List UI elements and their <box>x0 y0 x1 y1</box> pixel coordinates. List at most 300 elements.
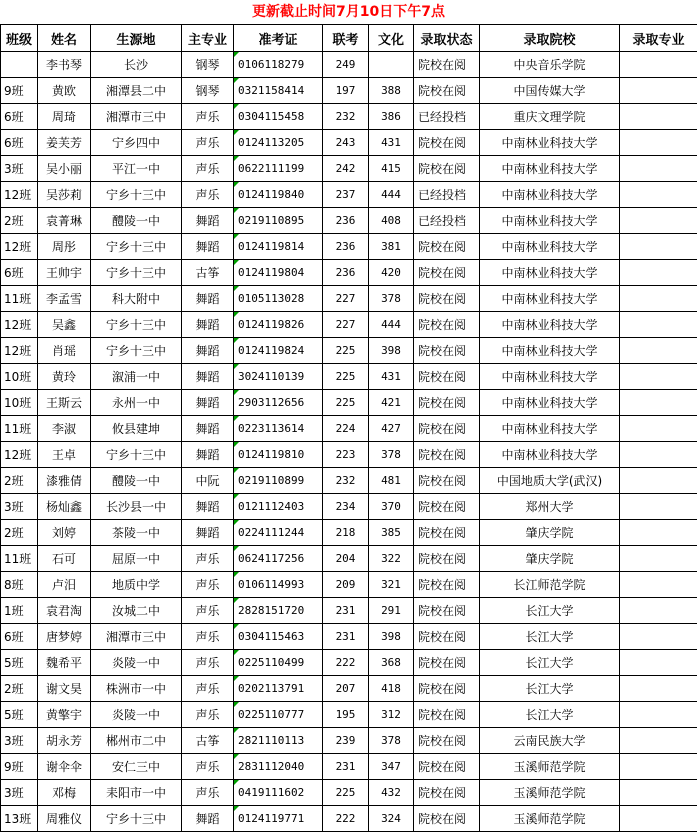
cell-class: 1班 <box>1 598 38 624</box>
cell-major: 古筝 <box>182 260 234 286</box>
cell-joint-score: 218 <box>323 520 369 546</box>
cell-origin: 汝城二中 <box>91 598 182 624</box>
cell-status: 院校在阅 <box>414 468 480 494</box>
cell-origin: 醴陵一中 <box>91 208 182 234</box>
table-row <box>1 728 697 754</box>
cell-school: 肇庆学院 <box>480 546 620 572</box>
cell-origin: 株洲市一中 <box>91 676 182 702</box>
cell-status: 院校在阅 <box>414 78 480 104</box>
cell-name: 王斯云 <box>38 390 91 416</box>
cell-admitted-major <box>620 754 697 780</box>
cell-school: 长江大学 <box>480 676 620 702</box>
cell-major: 舞蹈 <box>182 494 234 520</box>
cell-exam-id: 0624117256 <box>234 546 323 572</box>
cell-major: 声乐 <box>182 754 234 780</box>
cell-culture-score: 398 <box>369 624 414 650</box>
cell-joint-score: 231 <box>323 754 369 780</box>
cell-exam-id: 0321158414 <box>234 78 323 104</box>
cell-school: 中南林业科技大学 <box>480 208 620 234</box>
cell-name: 黄玲 <box>38 364 91 390</box>
cell-major: 舞蹈 <box>182 520 234 546</box>
cell-origin: 安仁三中 <box>91 754 182 780</box>
cell-name: 吴小丽 <box>38 156 91 182</box>
cell-joint-score: 225 <box>323 364 369 390</box>
table-row <box>1 806 697 832</box>
cell-major: 舞蹈 <box>182 208 234 234</box>
cell-status: 院校在阅 <box>414 338 480 364</box>
cell-admitted-major <box>620 364 697 390</box>
cell-exam-id: 0223113614 <box>234 416 323 442</box>
cell-major: 舞蹈 <box>182 390 234 416</box>
cell-major: 声乐 <box>182 598 234 624</box>
header-culture-score: 文化 <box>369 25 414 52</box>
cell-exam-id: 0124119814 <box>234 234 323 260</box>
cell-class: 6班 <box>1 624 38 650</box>
cell-school: 长江师范学院 <box>480 572 620 598</box>
cell-school: 长江大学 <box>480 650 620 676</box>
cell-class: 12班 <box>1 312 38 338</box>
cell-name: 周彤 <box>38 234 91 260</box>
cell-exam-id: 0219110895 <box>234 208 323 234</box>
cell-origin: 湘潭市三中 <box>91 104 182 130</box>
cell-exam-id: 3024110139 <box>234 364 323 390</box>
cell-exam-id: 0124119804 <box>234 260 323 286</box>
cell-exam-id: 0304115458 <box>234 104 323 130</box>
cell-joint-score: 237 <box>323 182 369 208</box>
table-row <box>1 754 697 780</box>
cell-joint-score: 224 <box>323 416 369 442</box>
cell-origin: 湘潭县二中 <box>91 78 182 104</box>
cell-school: 中南林业科技大学 <box>480 182 620 208</box>
cell-name: 肖瑶 <box>38 338 91 364</box>
cell-exam-id: 0124113205 <box>234 130 323 156</box>
cell-admitted-major <box>620 182 697 208</box>
cell-exam-id: 0124119840 <box>234 182 323 208</box>
cell-admitted-major <box>620 338 697 364</box>
cell-name: 谢文昊 <box>38 676 91 702</box>
cell-school: 中南林业科技大学 <box>480 338 620 364</box>
cell-school: 中南林业科技大学 <box>480 416 620 442</box>
cell-name: 黄擎宇 <box>38 702 91 728</box>
cell-name: 唐梦婷 <box>38 624 91 650</box>
cell-origin: 宁乡十三中 <box>91 442 182 468</box>
cell-exam-id: 0304115463 <box>234 624 323 650</box>
cell-school: 玉溪师范学院 <box>480 780 620 806</box>
admission-table <box>0 24 697 832</box>
table-row <box>1 52 697 78</box>
cell-school: 中央音乐学院 <box>480 52 620 78</box>
cell-culture-score: 385 <box>369 520 414 546</box>
table-row <box>1 286 697 312</box>
cell-class: 6班 <box>1 130 38 156</box>
cell-joint-score: 225 <box>323 390 369 416</box>
cell-class: 11班 <box>1 286 38 312</box>
cell-class: 9班 <box>1 78 38 104</box>
cell-joint-score: 232 <box>323 468 369 494</box>
cell-admitted-major <box>620 208 697 234</box>
cell-name: 吴莎莉 <box>38 182 91 208</box>
cell-status: 院校在阅 <box>414 390 480 416</box>
cell-joint-score: 249 <box>323 52 369 78</box>
cell-major: 中阮 <box>182 468 234 494</box>
cell-joint-score: 204 <box>323 546 369 572</box>
header-status: 录取状态 <box>414 25 480 52</box>
header-major: 主专业 <box>182 25 234 52</box>
cell-origin: 永州一中 <box>91 390 182 416</box>
cell-joint-score: 243 <box>323 130 369 156</box>
cell-origin: 宁乡四中 <box>91 130 182 156</box>
cell-status: 院校在阅 <box>414 52 480 78</box>
cell-class: 2班 <box>1 676 38 702</box>
cell-school: 重庆文理学院 <box>480 104 620 130</box>
cell-name: 李淑 <box>38 416 91 442</box>
cell-major: 舞蹈 <box>182 442 234 468</box>
cell-class: 10班 <box>1 364 38 390</box>
cell-joint-score: 207 <box>323 676 369 702</box>
cell-class: 11班 <box>1 416 38 442</box>
cell-name: 李孟雪 <box>38 286 91 312</box>
cell-culture-score: 321 <box>369 572 414 598</box>
cell-name: 王卓 <box>38 442 91 468</box>
cell-major: 声乐 <box>182 702 234 728</box>
cell-exam-id: 0106114993 <box>234 572 323 598</box>
cell-culture-score: 322 <box>369 546 414 572</box>
cell-exam-id: 2903112656 <box>234 390 323 416</box>
cell-class: 11班 <box>1 546 38 572</box>
cell-exam-id: 0105113028 <box>234 286 323 312</box>
cell-major: 舞蹈 <box>182 312 234 338</box>
cell-joint-score: 234 <box>323 494 369 520</box>
cell-joint-score: 231 <box>323 598 369 624</box>
cell-origin: 平江一中 <box>91 156 182 182</box>
cell-status: 院校在阅 <box>414 650 480 676</box>
cell-major: 舞蹈 <box>182 338 234 364</box>
cell-joint-score: 231 <box>323 624 369 650</box>
table-row <box>1 390 697 416</box>
cell-name: 卢汨 <box>38 572 91 598</box>
cell-culture-score: 421 <box>369 390 414 416</box>
cell-exam-id: 0225110499 <box>234 650 323 676</box>
cell-culture-score: 378 <box>369 442 414 468</box>
cell-name: 石可 <box>38 546 91 572</box>
table-row <box>1 312 697 338</box>
cell-admitted-major <box>620 130 697 156</box>
cell-exam-id: 0124119824 <box>234 338 323 364</box>
cell-admitted-major <box>620 468 697 494</box>
cell-status: 院校在阅 <box>414 260 480 286</box>
cell-admitted-major <box>620 572 697 598</box>
cell-school: 中南林业科技大学 <box>480 286 620 312</box>
cell-status: 院校在阅 <box>414 312 480 338</box>
table-row <box>1 156 697 182</box>
cell-name: 漆雅倩 <box>38 468 91 494</box>
cell-admitted-major <box>620 780 697 806</box>
cell-admitted-major <box>620 650 697 676</box>
table-row <box>1 130 697 156</box>
cell-school: 中南林业科技大学 <box>480 234 620 260</box>
table-row <box>1 676 697 702</box>
cell-origin: 郴州市二中 <box>91 728 182 754</box>
cell-school: 中南林业科技大学 <box>480 364 620 390</box>
cell-exam-id: 0219110899 <box>234 468 323 494</box>
cell-name: 袁菁琳 <box>38 208 91 234</box>
cell-name: 魏希平 <box>38 650 91 676</box>
cell-joint-score: 236 <box>323 260 369 286</box>
cell-culture-score: 378 <box>369 728 414 754</box>
cell-major: 声乐 <box>182 676 234 702</box>
cell-origin: 耒阳市一中 <box>91 780 182 806</box>
cell-admitted-major <box>620 78 697 104</box>
table-row <box>1 234 697 260</box>
cell-joint-score: 197 <box>323 78 369 104</box>
table-row <box>1 520 697 546</box>
cell-status: 院校在阅 <box>414 780 480 806</box>
cell-school: 中南林业科技大学 <box>480 260 620 286</box>
table-body <box>1 52 697 832</box>
cell-culture-score: 370 <box>369 494 414 520</box>
header-origin: 生源地 <box>91 25 182 52</box>
cell-admitted-major <box>620 234 697 260</box>
cell-exam-id: 0419111602 <box>234 780 323 806</box>
cell-class: 6班 <box>1 104 38 130</box>
cell-class: 6班 <box>1 260 38 286</box>
cell-origin: 科大附中 <box>91 286 182 312</box>
cell-class: 2班 <box>1 520 38 546</box>
cell-joint-score: 209 <box>323 572 369 598</box>
table-row <box>1 468 697 494</box>
table-row <box>1 338 697 364</box>
cell-origin: 宁乡十三中 <box>91 338 182 364</box>
cell-class: 3班 <box>1 494 38 520</box>
cell-status: 院校在阅 <box>414 598 480 624</box>
cell-origin: 醴陵一中 <box>91 468 182 494</box>
page-title: 更新截止时间7月10日下午7点 <box>252 4 445 20</box>
cell-status: 院校在阅 <box>414 286 480 312</box>
cell-status: 院校在阅 <box>414 494 480 520</box>
cell-major: 声乐 <box>182 546 234 572</box>
cell-school: 中南林业科技大学 <box>480 390 620 416</box>
cell-joint-score: 225 <box>323 780 369 806</box>
cell-origin: 宁乡十三中 <box>91 806 182 832</box>
cell-name: 王帅宇 <box>38 260 91 286</box>
cell-culture-score: 347 <box>369 754 414 780</box>
cell-status: 院校在阅 <box>414 520 480 546</box>
cell-school: 长江大学 <box>480 598 620 624</box>
cell-culture-score: 398 <box>369 338 414 364</box>
cell-status: 已经投档 <box>414 182 480 208</box>
cell-culture-score: 368 <box>369 650 414 676</box>
cell-major: 古筝 <box>182 728 234 754</box>
cell-school: 肇庆学院 <box>480 520 620 546</box>
cell-culture-score: 378 <box>369 286 414 312</box>
cell-admitted-major <box>620 702 697 728</box>
cell-culture-score: 431 <box>369 364 414 390</box>
cell-school: 中国传媒大学 <box>480 78 620 104</box>
cell-culture-score: 386 <box>369 104 414 130</box>
table-row <box>1 650 697 676</box>
cell-name: 周琦 <box>38 104 91 130</box>
cell-major: 声乐 <box>182 624 234 650</box>
cell-exam-id: 0124119810 <box>234 442 323 468</box>
table-row <box>1 572 697 598</box>
cell-school: 中南林业科技大学 <box>480 442 620 468</box>
cell-name: 袁君淘 <box>38 598 91 624</box>
cell-culture-score: 388 <box>369 78 414 104</box>
header-school: 录取院校 <box>480 25 620 52</box>
cell-status: 院校在阅 <box>414 624 480 650</box>
cell-joint-score: 232 <box>323 104 369 130</box>
cell-name: 李书琴 <box>38 52 91 78</box>
cell-major: 舞蹈 <box>182 364 234 390</box>
cell-origin: 攸县建坤 <box>91 416 182 442</box>
cell-origin: 湘潭市三中 <box>91 624 182 650</box>
cell-joint-score: 236 <box>323 234 369 260</box>
cell-admitted-major <box>620 676 697 702</box>
cell-major: 舞蹈 <box>182 286 234 312</box>
cell-origin: 宁乡十三中 <box>91 312 182 338</box>
cell-school: 玉溪师范学院 <box>480 806 620 832</box>
cell-origin: 宁乡十三中 <box>91 182 182 208</box>
cell-class: 10班 <box>1 390 38 416</box>
cell-major: 声乐 <box>182 182 234 208</box>
cell-name: 谢伞伞 <box>38 754 91 780</box>
header-exam-id: 准考证 <box>234 25 323 52</box>
cell-origin: 长沙县一中 <box>91 494 182 520</box>
cell-school: 玉溪师范学院 <box>480 754 620 780</box>
cell-admitted-major <box>620 598 697 624</box>
cell-admitted-major <box>620 442 697 468</box>
cell-culture-score: 431 <box>369 130 414 156</box>
cell-class: 12班 <box>1 234 38 260</box>
cell-admitted-major <box>620 624 697 650</box>
cell-status: 院校在阅 <box>414 702 480 728</box>
cell-major: 声乐 <box>182 650 234 676</box>
cell-school: 长江大学 <box>480 624 620 650</box>
cell-admitted-major <box>620 806 697 832</box>
cell-status: 院校在阅 <box>414 546 480 572</box>
cell-culture-score: 381 <box>369 234 414 260</box>
cell-admitted-major <box>620 390 697 416</box>
table-row <box>1 182 697 208</box>
cell-name: 刘婷 <box>38 520 91 546</box>
cell-culture-score: 432 <box>369 780 414 806</box>
table-row <box>1 364 697 390</box>
cell-major: 声乐 <box>182 156 234 182</box>
cell-name: 邓梅 <box>38 780 91 806</box>
cell-joint-score: 227 <box>323 312 369 338</box>
cell-joint-score: 225 <box>323 338 369 364</box>
cell-major: 舞蹈 <box>182 234 234 260</box>
cell-culture-score: 444 <box>369 312 414 338</box>
cell-status: 已经投档 <box>414 104 480 130</box>
cell-culture-score: 415 <box>369 156 414 182</box>
table-row <box>1 702 697 728</box>
cell-class <box>1 52 38 78</box>
cell-admitted-major <box>620 520 697 546</box>
cell-origin: 炎陵一中 <box>91 650 182 676</box>
cell-major: 声乐 <box>182 104 234 130</box>
cell-school: 云南民族大学 <box>480 728 620 754</box>
cell-exam-id: 2828151720 <box>234 598 323 624</box>
table-row <box>1 598 697 624</box>
cell-exam-id: 0124119771 <box>234 806 323 832</box>
cell-class: 5班 <box>1 650 38 676</box>
table-row <box>1 104 697 130</box>
cell-culture-score: 481 <box>369 468 414 494</box>
table-row <box>1 624 697 650</box>
cell-exam-id: 0121112403 <box>234 494 323 520</box>
cell-culture-score: 427 <box>369 416 414 442</box>
table-row <box>1 260 697 286</box>
cell-school: 中南林业科技大学 <box>480 156 620 182</box>
table-row <box>1 442 697 468</box>
cell-admitted-major <box>620 416 697 442</box>
header-name: 姓名 <box>38 25 91 52</box>
cell-culture-score: 312 <box>369 702 414 728</box>
cell-joint-score: 222 <box>323 806 369 832</box>
header-row <box>1 25 697 52</box>
table-row <box>1 416 697 442</box>
cell-admitted-major <box>620 52 697 78</box>
cell-class: 3班 <box>1 156 38 182</box>
cell-status: 已经投档 <box>414 208 480 234</box>
header-admitted-major: 录取专业 <box>620 25 697 52</box>
cell-admitted-major <box>620 260 697 286</box>
cell-origin: 溆浦一中 <box>91 364 182 390</box>
cell-origin: 宁乡十三中 <box>91 260 182 286</box>
table-row <box>1 494 697 520</box>
cell-class: 3班 <box>1 728 38 754</box>
cell-joint-score: 223 <box>323 442 369 468</box>
cell-culture-score <box>369 52 414 78</box>
cell-admitted-major <box>620 728 697 754</box>
cell-status: 院校在阅 <box>414 806 480 832</box>
cell-exam-id: 0202113791 <box>234 676 323 702</box>
header-joint-score: 联考 <box>323 25 369 52</box>
cell-class: 12班 <box>1 182 38 208</box>
cell-joint-score: 239 <box>323 728 369 754</box>
cell-class: 12班 <box>1 338 38 364</box>
cell-exam-id: 0106118279 <box>234 52 323 78</box>
cell-exam-id: 0224111244 <box>234 520 323 546</box>
cell-status: 院校在阅 <box>414 754 480 780</box>
cell-major: 舞蹈 <box>182 806 234 832</box>
cell-culture-score: 444 <box>369 182 414 208</box>
cell-joint-score: 236 <box>323 208 369 234</box>
cell-status: 院校在阅 <box>414 364 480 390</box>
cell-class: 3班 <box>1 780 38 806</box>
cell-exam-id: 0124119826 <box>234 312 323 338</box>
cell-exam-id: 0225110777 <box>234 702 323 728</box>
cell-status: 院校在阅 <box>414 234 480 260</box>
cell-admitted-major <box>620 156 697 182</box>
cell-class: 2班 <box>1 468 38 494</box>
cell-admitted-major <box>620 312 697 338</box>
cell-origin: 屈原一中 <box>91 546 182 572</box>
cell-origin: 地质中学 <box>91 572 182 598</box>
cell-school: 长江大学 <box>480 702 620 728</box>
cell-admitted-major <box>620 104 697 130</box>
table-row <box>1 208 697 234</box>
cell-culture-score: 418 <box>369 676 414 702</box>
cell-name: 周雅仪 <box>38 806 91 832</box>
cell-name: 胡永芳 <box>38 728 91 754</box>
cell-major: 钢琴 <box>182 78 234 104</box>
cell-school: 郑州大学 <box>480 494 620 520</box>
cell-culture-score: 420 <box>369 260 414 286</box>
cell-class: 9班 <box>1 754 38 780</box>
cell-school: 中南林业科技大学 <box>480 312 620 338</box>
